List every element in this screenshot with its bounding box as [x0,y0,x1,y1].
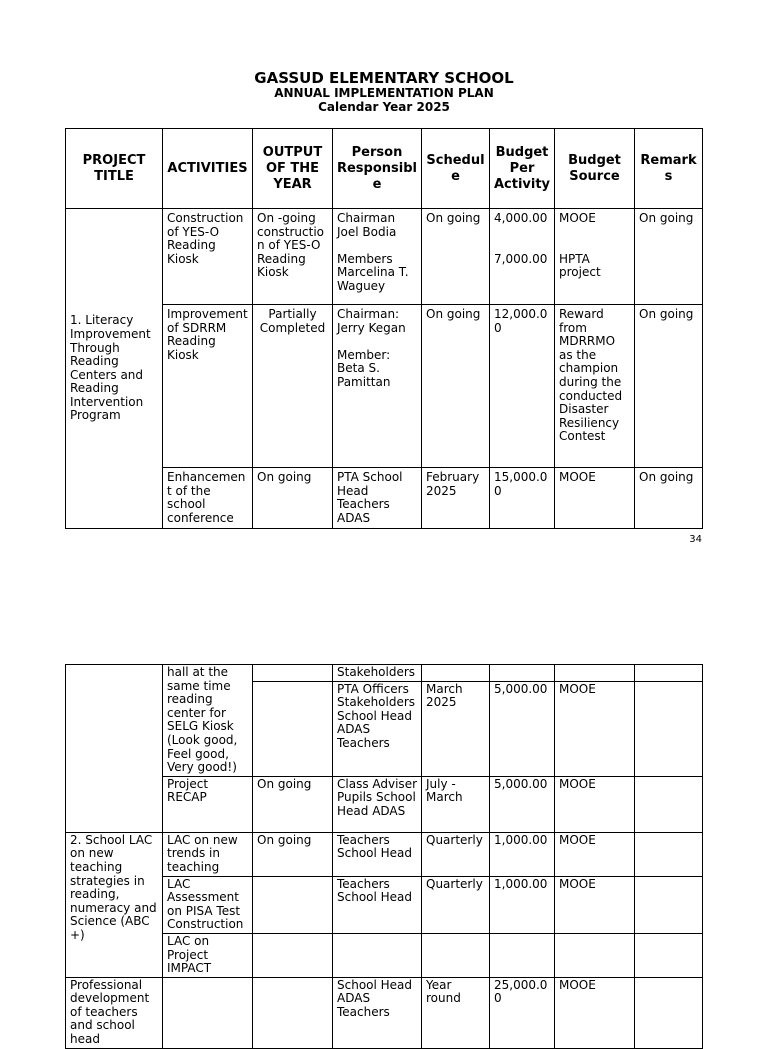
col-header-output: OUTPUT OF THE YEAR [253,129,333,209]
source-cell [555,665,635,682]
budget-cell: 15,000.00 [490,468,555,529]
output-cell [253,665,333,682]
person-cell: Teachers School Head [333,876,422,933]
budget-cell [490,209,555,305]
col-header-budget: Budget Per Activity [490,129,555,209]
schedule-cell: Quarterly [422,832,490,876]
budget-cell: 1,000.00 [490,876,555,933]
person-chairman: Chairman Joel Bodia [337,211,397,239]
output-cell: Partially Completed [253,305,333,468]
schedule-cell: February 2025 [422,468,490,529]
schedule-cell: On going [422,209,490,305]
budget-value: 7,000.00 [494,251,548,266]
budget-cell [490,665,555,682]
output-cell [253,977,333,1048]
activity-cell: LAC on Project IMPACT [163,933,253,977]
col-header-activities: ACTIVITIES [163,129,253,209]
output-cell [253,933,333,977]
source-cell: MOOE [555,468,635,529]
remarks-cell [635,681,703,776]
remarks-cell: On going [635,305,703,468]
budget-cell: 5,000.00 [490,681,555,776]
schedule-cell: July - March [422,776,490,832]
remarks-cell: On going [635,209,703,305]
col-header-person-responsible: Person Responsible [333,129,422,209]
schedule-cell [422,933,490,977]
source-cell: MOOE [555,681,635,776]
budget-cell: 1,000.00 [490,832,555,876]
table-row [66,665,703,682]
schedule-cell: March 2025 [422,681,490,776]
source-cell: MOOE [555,776,635,832]
project-title-cell: 1. Literacy Improvement Through Reading Centers and Reading Intervention Program [66,209,163,529]
col-header-budget-source: Budget Source [555,129,635,209]
table-row [66,977,703,1048]
project-title-cell: 2. School LAC on new teaching strategies in reading, numeracy and Science (ABC +) [66,832,163,977]
source-cell [555,209,635,305]
budget-value: 4,000.00 [494,211,548,225]
remarks-cell [635,776,703,832]
activity-cell: Construction of YES-O Reading Kiosk [163,209,253,305]
output-cell: On going [253,832,333,876]
schedule-cell [422,665,490,682]
budget-cell: 12,000.00 [490,305,555,468]
source-cell: MOOE [555,977,635,1048]
activity-cell: LAC Assessment on PISA Test Construction [163,876,253,933]
person-cell [333,209,422,305]
remarks-cell [635,665,703,682]
source-value: HPTA project [559,251,601,280]
activity-cell: hall at the same time reading center for SELG Kiosk (Look good, Feel good, Very good!) [163,665,253,777]
calendar-year: Calendar Year 2025 [318,100,450,114]
col-header-project-title: PROJECT TITLE [66,129,163,209]
person-member: Member: Beta S. Pamittan [337,347,391,389]
output-cell [253,876,333,933]
school-name: GASSUD ELEMENTARY SCHOOL [254,69,514,87]
budget-cell: 25,000.00 [490,977,555,1048]
output-cell: On -going construction of YES-O Reading Kiosk [253,209,333,305]
table-header-row [66,129,703,209]
remarks-cell [635,977,703,1048]
remarks-cell [635,876,703,933]
table-row [66,209,703,305]
person-cell: Teachers School Head [333,832,422,876]
table-row [66,832,703,876]
project-title-cell [66,665,163,833]
remarks-cell: On going [635,468,703,529]
schedule-cell: Quarterly [422,876,490,933]
person-cell [333,933,422,977]
person-chairman: Chairman: Jerry Kegan [337,307,406,335]
source-cell: MOOE [555,832,635,876]
output-cell: On going [253,776,333,832]
implementation-table-page2 [65,664,703,1049]
output-cell [253,681,333,776]
output-cell: On going [253,468,333,529]
person-cell: PTA Officers Stakeholders School Head ADAS Teachers [333,681,422,776]
source-cell: Reward from MDRRMO as the champion during the conducted Disaster Resiliency Contest [555,305,635,468]
activity-cell: LAC on new trends in teaching [163,832,253,876]
source-value: MOOE [559,211,596,225]
remarks-cell [635,933,703,977]
page-number: 34 [689,534,702,545]
person-cell [333,305,422,468]
implementation-table-page1 [65,128,703,529]
col-header-remarks: Remarks [635,129,703,209]
person-members: Members Marcelina T. Waguey [337,251,409,293]
schedule-cell: Year round [422,977,490,1048]
person-cell: Class Adviser Pupils School Head ADAS [333,776,422,832]
remarks-cell [635,832,703,876]
activity-cell: Improvement of SDRRM Reading Kiosk [163,305,253,468]
col-header-schedule: Schedule [422,129,490,209]
person-cell: School Head ADAS Teachers [333,977,422,1048]
person-cell: Stakeholders [333,665,422,682]
budget-cell: 5,000.00 [490,776,555,832]
source-cell [555,933,635,977]
plan-title: ANNUAL IMPLEMENTATION PLAN [274,86,494,100]
activity-cell: Enhancement of the school conference [163,468,253,529]
budget-cell [490,933,555,977]
person-cell: PTA School Head Teachers ADAS [333,468,422,529]
project-title-cell: Professional development of teachers and school head [66,977,163,1048]
source-cell: MOOE [555,876,635,933]
activity-cell: Project RECAP [163,776,253,832]
activity-cell [163,977,253,1048]
schedule-cell: On going [422,305,490,468]
